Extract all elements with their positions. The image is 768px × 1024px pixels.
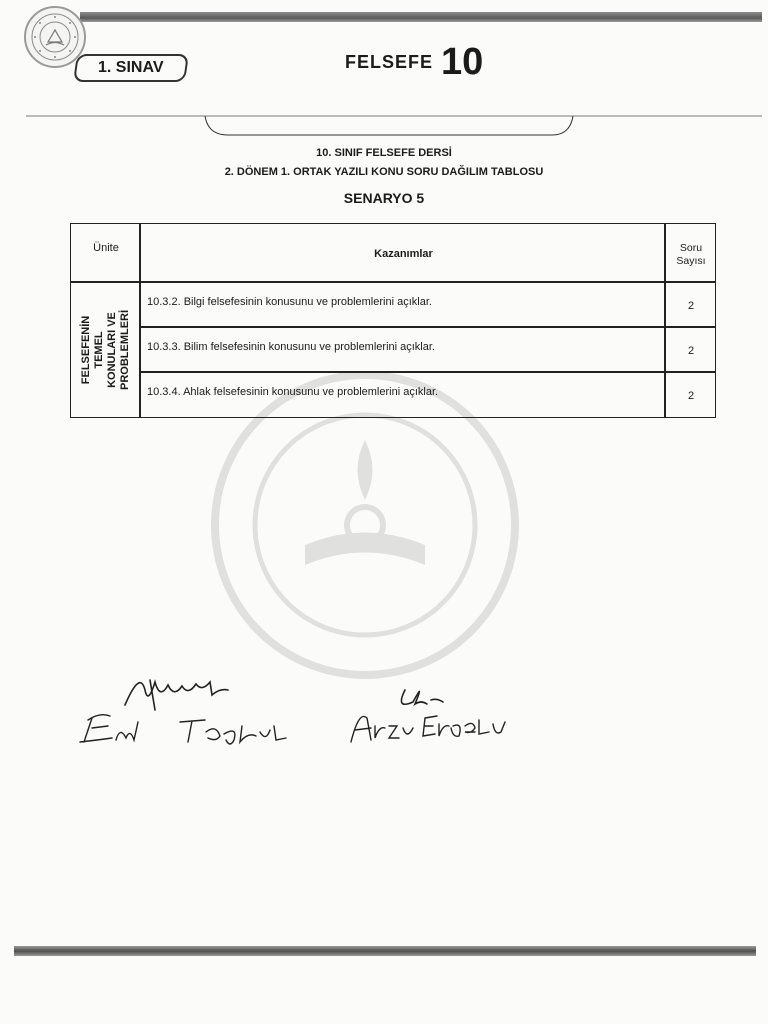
header-divider-curve	[0, 108, 768, 144]
document-subtitle: 2. DÖNEM 1. ORTAK YAZILI KONU SORU DAĞILIM TABLOSU	[224, 166, 544, 178]
unit-cell	[71, 282, 141, 417]
table-divider	[139, 326, 715, 328]
grade-number: 10	[441, 41, 484, 83]
header-band	[80, 12, 762, 22]
question-count: 2	[687, 300, 695, 312]
footer-band	[14, 946, 756, 956]
subject-name: FELSEFE	[345, 52, 434, 72]
exam-number-badge	[73, 54, 189, 82]
outcome-text: 10.3.4. Ahlak felsefesinin konusunu ve problemlerini açıklar.	[147, 386, 439, 398]
distribution-table	[70, 223, 716, 418]
outcome-text: 10.3.3. Bilim felsefesinin konusunu ve problemlerini açıklar.	[147, 341, 435, 353]
exam-number-label: 1. SINAV	[98, 59, 164, 76]
unit-name: FELSEFENİN TEMEL KONULARI VE PROBLEMLERİ	[80, 309, 132, 390]
document-title: 10. SINIF FELSEFE DERSİ	[316, 147, 452, 159]
table-divider	[71, 281, 715, 283]
question-count: 2	[687, 390, 695, 402]
header-unit: Ünite	[93, 242, 119, 254]
table-divider	[139, 371, 715, 373]
outcome-text: 10.3.2. Bilgi felsefesinin konusunu ve problemlerini açıklar.	[147, 296, 432, 308]
scenario-title: SENARYO 5	[343, 190, 425, 206]
header-question-count: Soru Sayısı	[676, 242, 706, 267]
subject-heading	[345, 42, 483, 82]
question-count: 2	[687, 345, 695, 357]
signature-right	[345, 670, 545, 750]
signature-left	[70, 660, 290, 760]
header-outcomes: Kazanımlar	[374, 248, 433, 260]
